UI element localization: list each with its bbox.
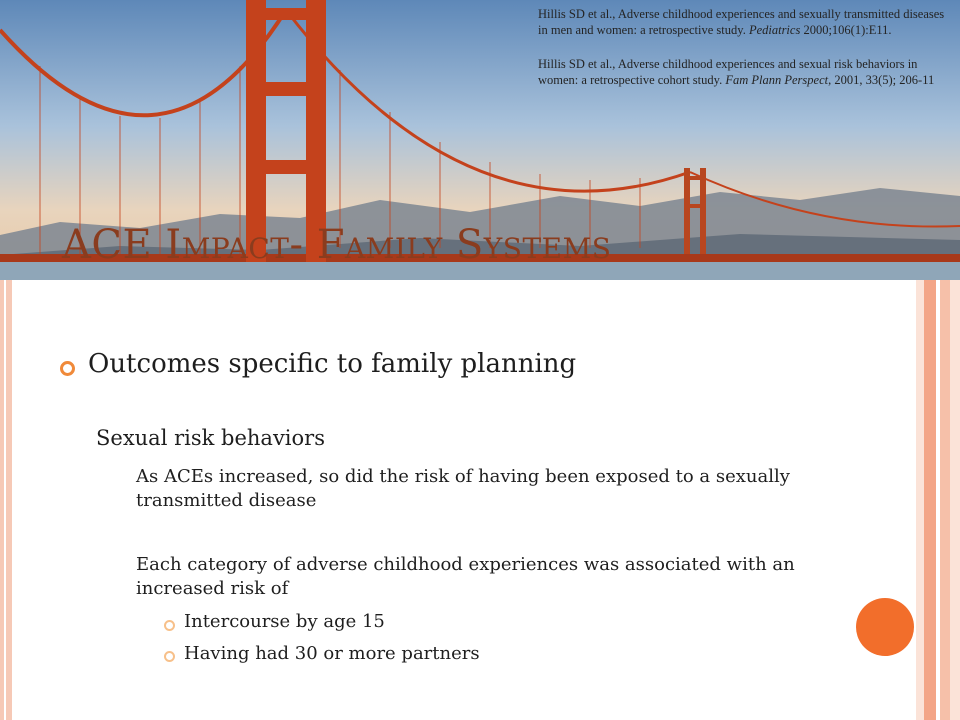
- ring-bullet-icon: [60, 361, 75, 376]
- sub-heading: Sexual risk behaviors: [96, 426, 325, 450]
- citation-1-journal: Pediatrics: [748, 23, 801, 37]
- main-bullet: Outcomes specific to family planning: [88, 349, 577, 379]
- list-item: Intercourse by age 15: [184, 611, 385, 632]
- list-item: Having had 30 or more partners: [184, 643, 480, 664]
- ring-bullet-icon: [164, 620, 175, 631]
- paragraph-std-risk: As ACEs increased, so did the risk of having been exposed to a sexually transmitted disease: [136, 466, 790, 511]
- citation-2-journal: Fam Plann Perspect: [725, 73, 829, 87]
- citation-2-details: , 2001, 33(5); 206-11: [828, 73, 935, 87]
- paragraph-category-risk: Each category of adverse childhood experiences was associated with an increased risk of: [136, 554, 795, 599]
- ring-bullet-icon: [164, 651, 175, 662]
- citation-2-text: Hillis SD et al., Adverse childhood experiences and sexual risk behaviors in women: a retrospective cohort study.: [538, 57, 918, 87]
- slide-title: ACE Impact- Family Systems: [62, 222, 612, 268]
- citation-1-details: 2000;106(1):E11.: [800, 23, 892, 37]
- citation-1-text: Hillis SD et al., Adverse childhood experiences and sexually transmitted diseases in men and women: a retrospective study.: [538, 7, 945, 37]
